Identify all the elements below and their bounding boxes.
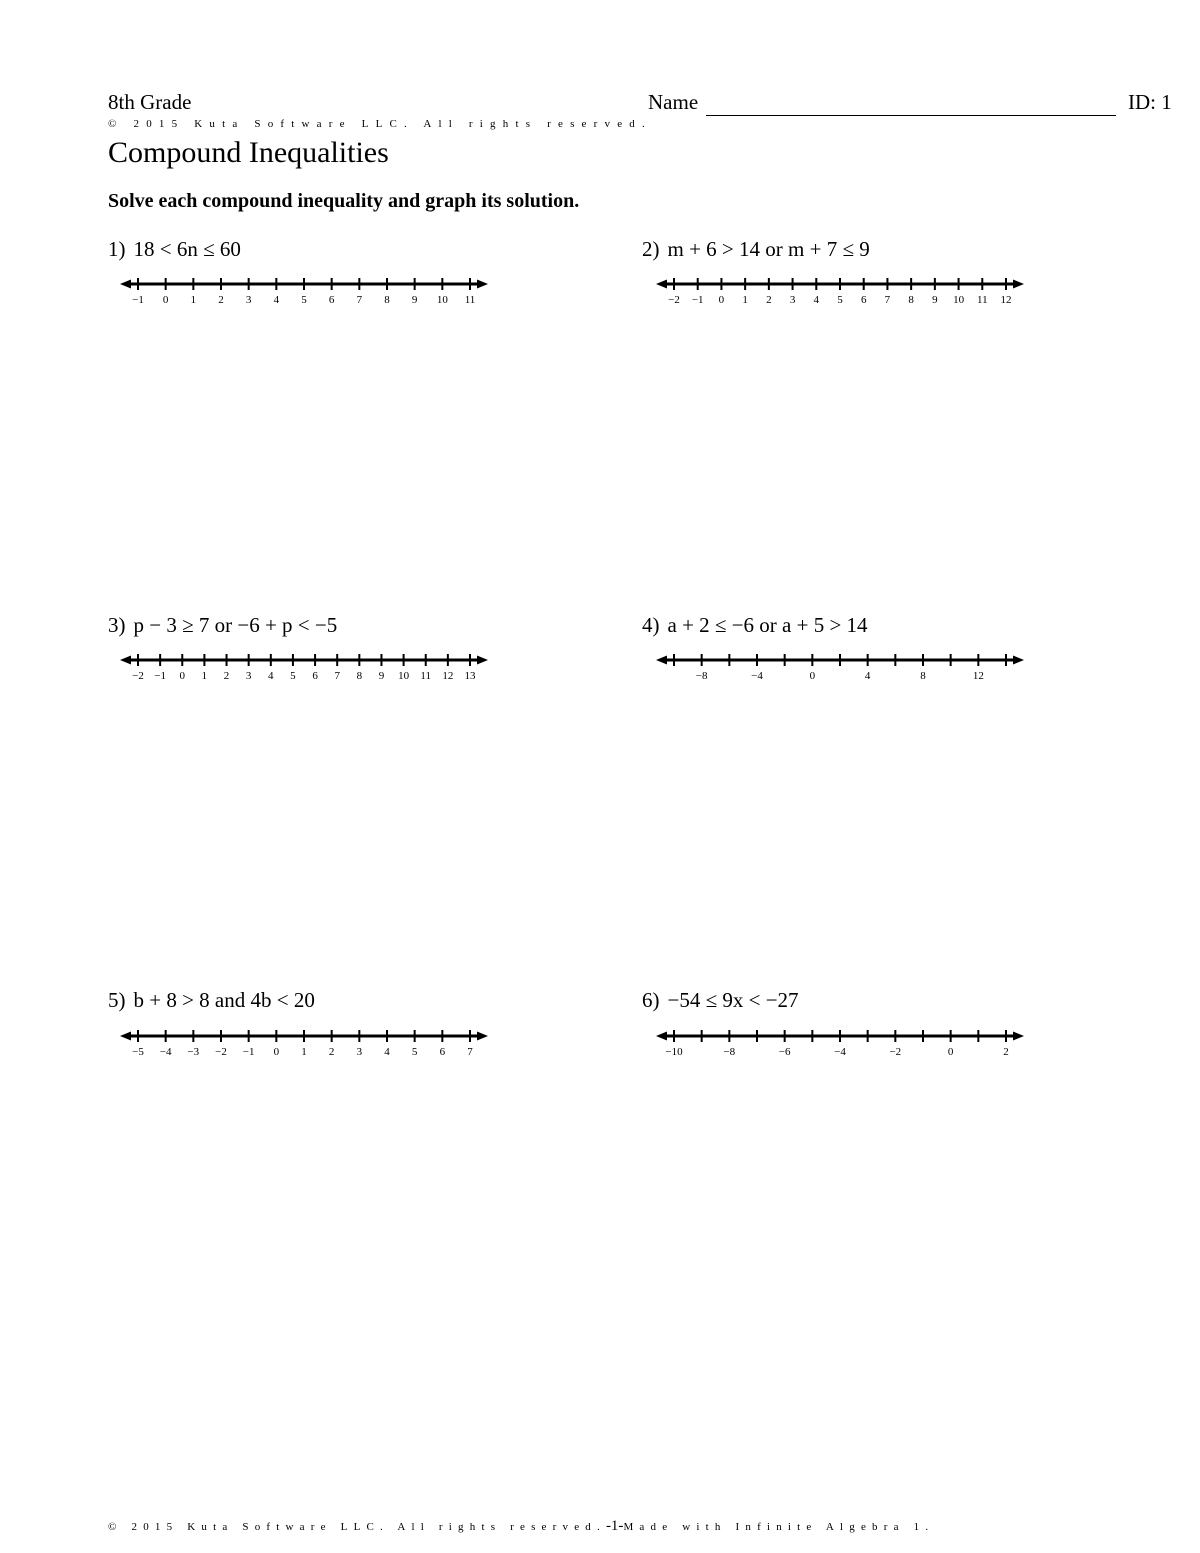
tick-label: 1 <box>201 670 208 682</box>
right-arrow-icon <box>1013 280 1024 289</box>
tick-label: 2 <box>223 670 230 682</box>
name-field-line[interactable] <box>706 115 1116 116</box>
tick-label: −2 <box>215 1046 227 1058</box>
tick-label: 13 <box>464 670 476 682</box>
tick-label: 5 <box>290 670 296 682</box>
tick-label: 9 <box>411 294 418 306</box>
tick-label: 5 <box>837 294 843 306</box>
right-arrow-icon <box>477 656 488 665</box>
number-line-1[interactable] <box>116 274 492 308</box>
problem-number: 2) <box>642 237 660 261</box>
tick-label: 6 <box>860 294 867 306</box>
instructions: Solve each compound inequality and graph its solution. <box>108 190 580 212</box>
tick-label: −1 <box>132 294 144 306</box>
tick-label: 0 <box>179 670 186 682</box>
worksheet-title: Compound Inequalities <box>108 136 389 169</box>
tick-label: −3 <box>187 1046 200 1058</box>
tick-label: 2 <box>766 294 772 306</box>
right-arrow-icon <box>477 280 488 289</box>
tick-label: −5 <box>132 1046 144 1058</box>
tick-label: 11 <box>420 670 432 682</box>
tick-label: 11 <box>976 294 988 306</box>
name-label: Name <box>648 90 699 114</box>
tick-label: 12 <box>972 670 984 682</box>
number-line-4[interactable] <box>652 650 1028 684</box>
tick-label: 10 <box>953 294 965 306</box>
tick-label: −2 <box>668 294 680 306</box>
problem-expression: b + 8 > 8 and 4b < 20 <box>133 988 315 1012</box>
tick-label: 9 <box>378 670 385 682</box>
left-arrow-icon <box>656 656 667 665</box>
tick-label: 4 <box>384 1046 390 1058</box>
tick-label: −8 <box>723 1046 736 1058</box>
tick-label: 7 <box>356 294 363 306</box>
problem-3 <box>108 613 337 638</box>
tick-label: 12 <box>1000 294 1012 306</box>
problem-expression: p − 3 ≥ 7 or −6 + p < −5 <box>133 613 338 637</box>
problem-5 <box>108 988 315 1013</box>
tick-label: −1 <box>691 294 704 306</box>
tick-label: −2 <box>132 670 144 682</box>
tick-label: 2 <box>328 1046 335 1058</box>
tick-label: 8 <box>384 294 390 306</box>
tick-label: 3 <box>356 1046 363 1058</box>
tick-label: 10 <box>436 294 448 306</box>
tick-label: −4 <box>834 1046 846 1058</box>
tick-label: 0 <box>162 294 169 306</box>
left-arrow-icon <box>120 656 131 665</box>
tick-label: 8 <box>908 294 914 306</box>
problem-expression: a + 2 ≤ −6 or a + 5 > 14 <box>667 613 868 637</box>
tick-label: 6 <box>312 670 318 682</box>
problem-number: 3) <box>108 613 126 637</box>
tick-label: 0 <box>947 1046 954 1058</box>
problem-6 <box>642 988 799 1013</box>
number-line-3[interactable] <box>116 650 492 684</box>
tick-label: 2 <box>218 294 224 306</box>
right-arrow-icon <box>477 1032 488 1041</box>
tick-label: 6 <box>328 294 335 306</box>
problem-number: 4) <box>642 613 660 637</box>
tick-label: 5 <box>301 294 307 306</box>
problem-2 <box>642 237 870 262</box>
problem-number: 6) <box>642 988 660 1012</box>
tick-label: 9 <box>932 294 938 306</box>
copyright-notice: © 2015 Kuta Software LLC. All rights reserved. <box>108 118 652 130</box>
tick-label: −10 <box>665 1046 683 1058</box>
tick-label: 3 <box>789 294 796 306</box>
problem-expression: 18 < 6n ≤ 60 <box>133 237 241 261</box>
right-arrow-icon <box>1013 656 1024 665</box>
tick-label: −2 <box>889 1046 902 1058</box>
tick-label: 3 <box>245 294 252 306</box>
tick-label: 3 <box>245 670 252 682</box>
tick-label: 4 <box>813 294 820 306</box>
tick-label: 1 <box>742 294 748 306</box>
tick-label: 12 <box>442 670 454 682</box>
left-arrow-icon <box>656 280 667 289</box>
tick-label: 0 <box>718 294 725 306</box>
tick-label: 8 <box>356 670 363 682</box>
problem-number: 5) <box>108 988 126 1012</box>
tick-label: 7 <box>334 670 340 682</box>
left-arrow-icon <box>656 1032 667 1041</box>
tick-label: −1 <box>154 670 166 682</box>
number-line-6[interactable] <box>652 1026 1028 1060</box>
tick-label: −1 <box>242 1046 255 1058</box>
tick-label: 8 <box>920 670 926 682</box>
tick-label: 0 <box>809 670 816 682</box>
tick-label: 6 <box>439 1046 446 1058</box>
tick-label: −4 <box>751 670 763 682</box>
id-label: ID: 1 <box>1128 90 1172 114</box>
tick-label: 5 <box>411 1046 418 1058</box>
tick-label: −6 <box>778 1046 791 1058</box>
tick-label: 1 <box>301 1046 307 1058</box>
number-line-5[interactable] <box>116 1026 492 1060</box>
footer <box>108 1518 934 1535</box>
number-line-2[interactable] <box>652 274 1028 308</box>
left-arrow-icon <box>120 280 131 289</box>
problem-1 <box>108 237 241 262</box>
problem-4 <box>642 613 868 638</box>
tick-label: 0 <box>273 1046 280 1058</box>
tick-label: 1 <box>190 294 197 306</box>
tick-label: 11 <box>464 294 476 306</box>
tick-label: 2 <box>1003 1046 1009 1058</box>
tick-label: 7 <box>884 294 891 306</box>
tick-label: −8 <box>695 670 708 682</box>
footer-credit: Made with Infinite Algebra 1. <box>623 1521 935 1533</box>
tick-label: 7 <box>467 1046 473 1058</box>
tick-label: 4 <box>268 670 274 682</box>
tick-label: 10 <box>398 670 410 682</box>
problem-expression: −54 ≤ 9x < −27 <box>667 988 799 1012</box>
problem-expression: m + 6 > 14 or m + 7 ≤ 9 <box>667 237 870 261</box>
page-number: -1- <box>605 1518 624 1534</box>
tick-label: −4 <box>159 1046 172 1058</box>
left-arrow-icon <box>120 1032 131 1041</box>
footer-copyright: © 2015 Kuta Software LLC. All rights reserved. <box>108 1521 606 1533</box>
tick-label: 4 <box>273 294 280 306</box>
grade-label: 8th Grade <box>108 90 192 114</box>
tick-label: 4 <box>864 670 871 682</box>
right-arrow-icon <box>1013 1032 1024 1041</box>
problem-number: 1) <box>108 237 126 261</box>
